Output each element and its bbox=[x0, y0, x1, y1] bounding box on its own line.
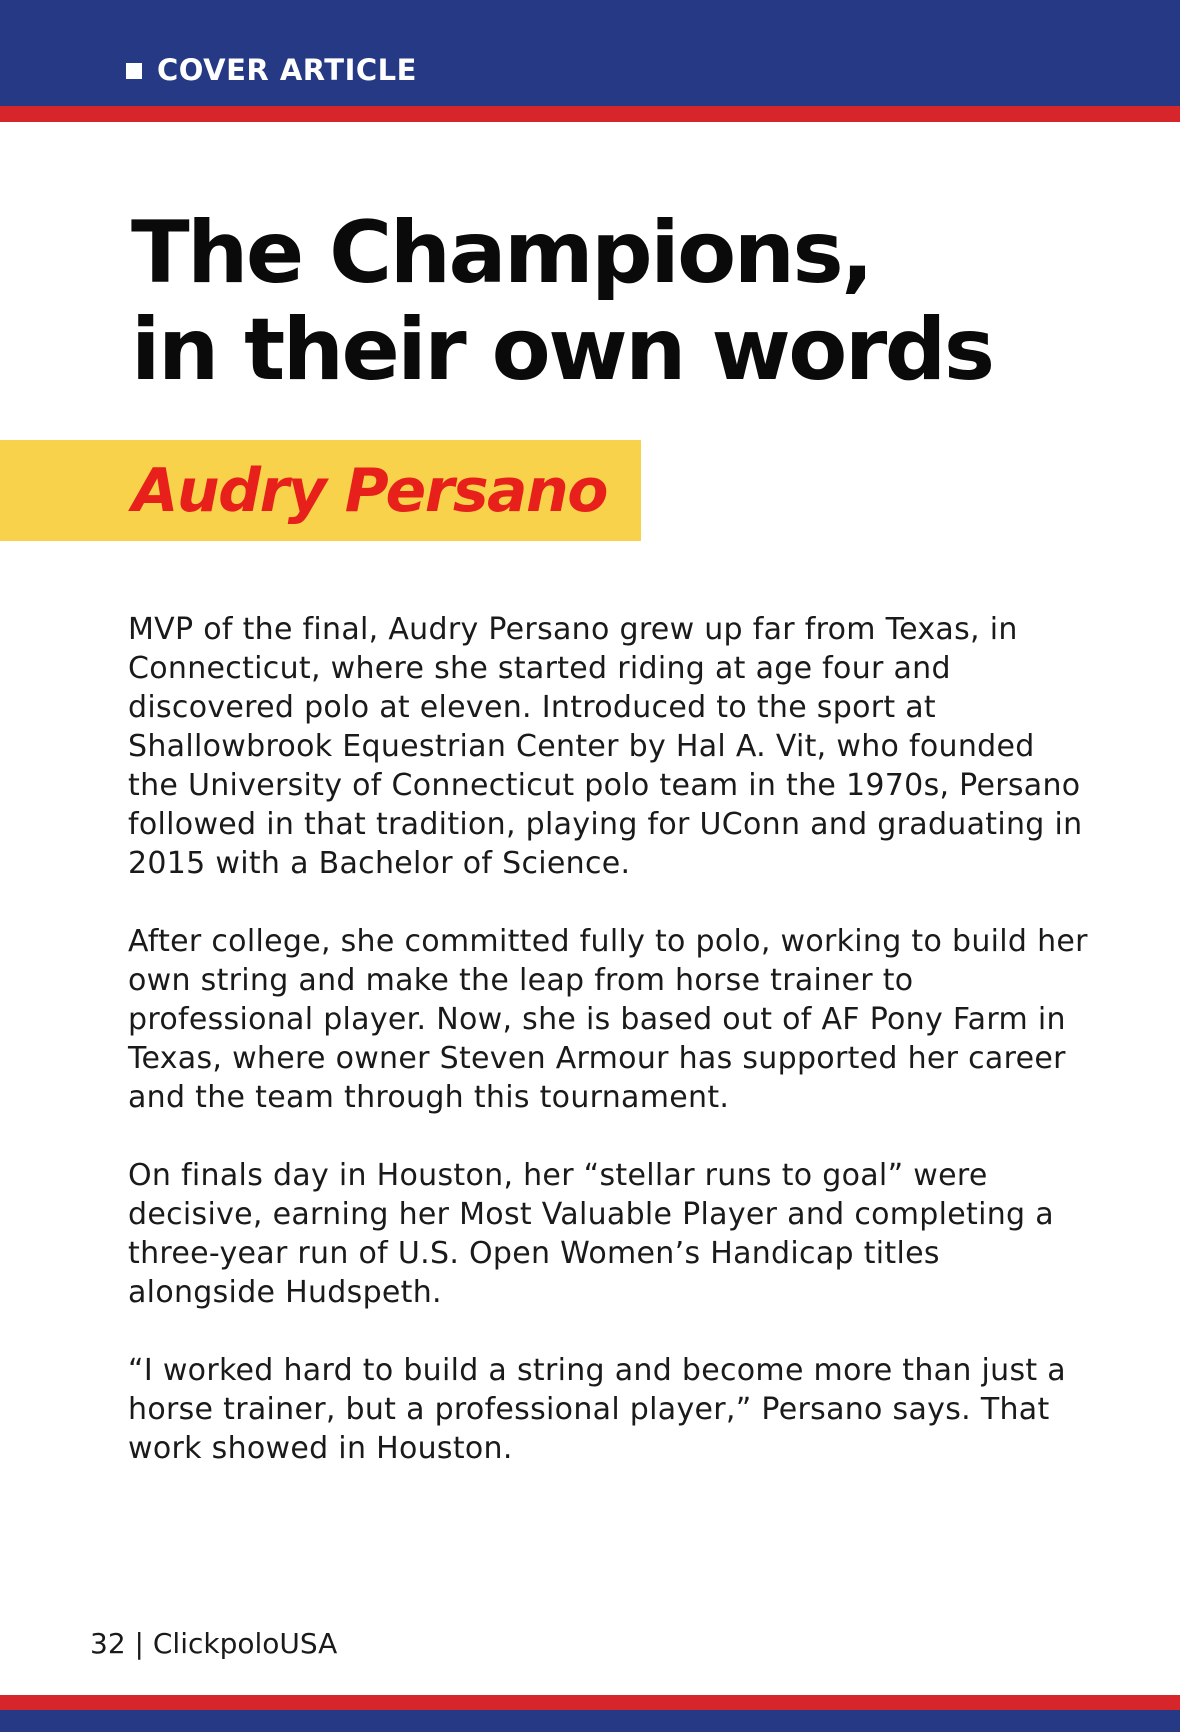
section-label: COVER ARTICLE bbox=[157, 53, 417, 87]
footer-bar bbox=[0, 1710, 1180, 1732]
article-paragraph: “I worked hard to build a string and become more than just a horse trainer, but a professional player,” Persano says. That work showed in Houston. bbox=[128, 1353, 1066, 1466]
article-paragraph: MVP of the final, Audry Persano grew up far from Texas, in Connecticut, where she started riding at age four and discovered polo at eleven. Introduced to the sport at Shallowbrook Equestrian Center by Hal A. Vit, who founded the University of Connecticut polo team in the 1970s, Persano followed in that tradition, playing for UConn and graduating in 2015 with a Bachelor of Science. bbox=[128, 612, 1083, 881]
footer-stripe bbox=[0, 1695, 1180, 1710]
square-bullet-icon bbox=[126, 63, 142, 79]
article-paragraph: On finals day in Houston, her “stellar runs to goal” were decisive, earning her Most Valuable Player and completing a three-year run of U.S. Open Women’s Handicap titles alongside Hudspeth. bbox=[128, 1158, 1054, 1310]
subject-name: Audry Persano bbox=[132, 456, 607, 526]
article-body bbox=[128, 610, 1088, 1507]
headline-line-1: The Champions, bbox=[131, 203, 872, 303]
article-headline bbox=[131, 205, 993, 399]
article-paragraph: After college, she committed fully to polo, working to build her own string and make the leap from horse trainer to professional player. Now, she is based out of AF Pony Farm in Texas, where owner Steven Armour has supported her career and the team through this tournament. bbox=[128, 924, 1088, 1115]
header-stripe bbox=[0, 106, 1180, 122]
headline-line-2: in their own words bbox=[131, 300, 993, 400]
page-folio: 32 | ClickpoloUSA bbox=[90, 1627, 338, 1660]
